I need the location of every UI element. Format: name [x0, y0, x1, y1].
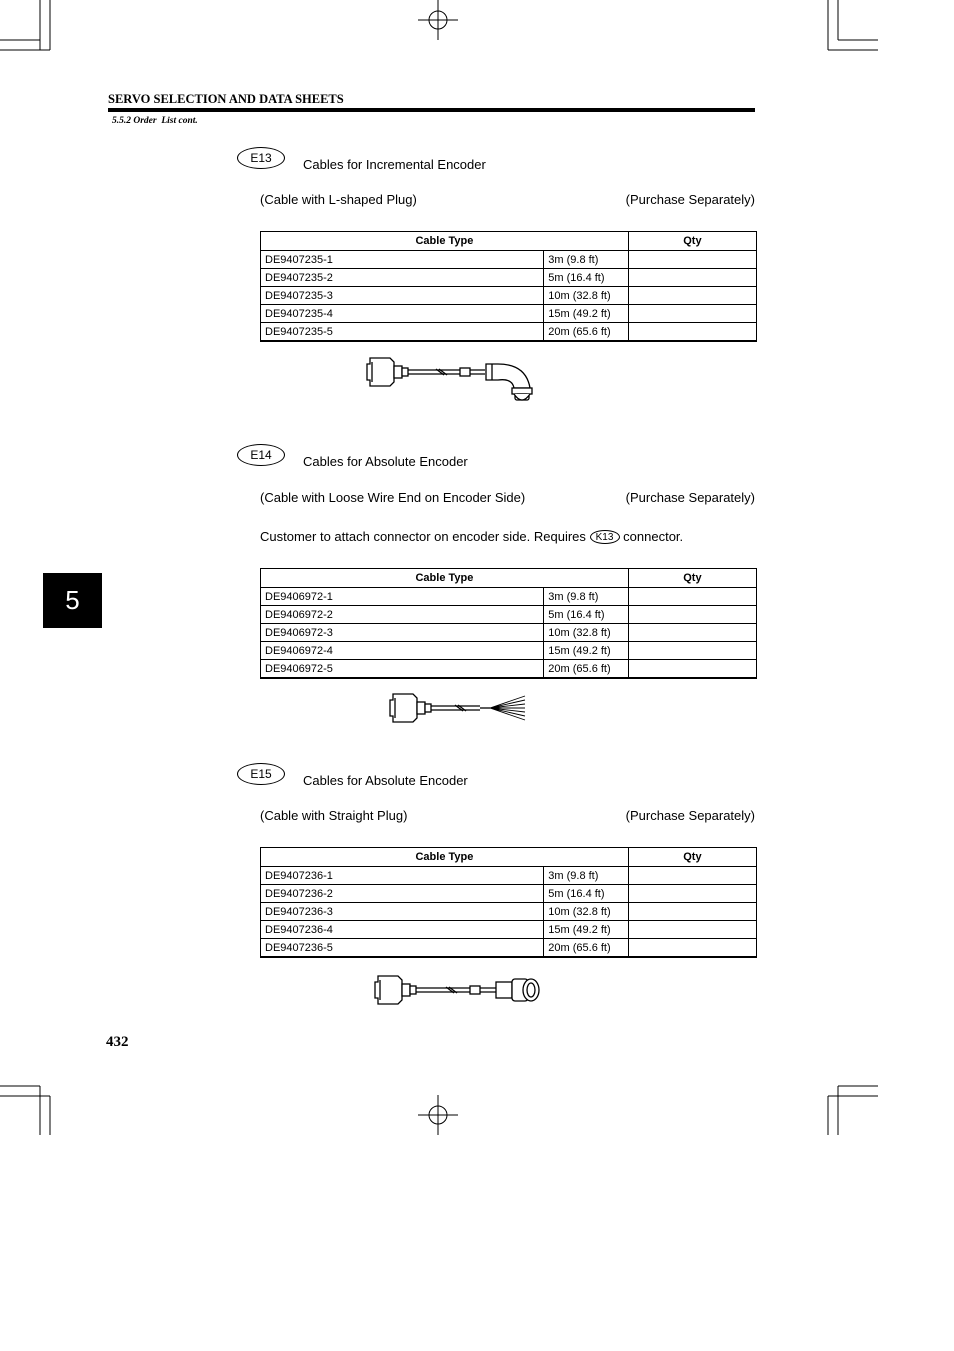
qty-cell: [628, 251, 756, 269]
part-number: DE9406972-3: [261, 624, 544, 642]
qty-cell: [628, 903, 756, 921]
header-cable-type: Cable Type: [261, 569, 629, 588]
section-title-e15: Cables for Absolute Encoder: [303, 773, 468, 788]
cable-length: 3m (9.8 ft): [544, 588, 629, 606]
qty-cell: [628, 885, 756, 903]
badge-e13: E13: [237, 147, 285, 169]
running-header: SERVO SELECTION AND DATA SHEETS: [108, 92, 344, 106]
table-row: [261, 305, 757, 323]
cable-length: 15m (49.2 ft): [544, 642, 629, 660]
cable-length: 15m (49.2 ft): [544, 305, 629, 323]
cable-length: 15m (49.2 ft): [544, 921, 629, 939]
table-header-row: [261, 848, 757, 867]
header-cable-type: Cable Type: [261, 848, 629, 867]
table-row: [261, 588, 757, 606]
header-qty: Qty: [628, 569, 756, 588]
qty-cell: [628, 305, 756, 323]
cable-table-e14: [260, 568, 757, 679]
qty-cell: [628, 642, 756, 660]
qty-cell: [628, 867, 756, 885]
encoder-connector-note: [260, 529, 683, 544]
qty-cell: [628, 287, 756, 305]
table-row: [261, 885, 757, 903]
cable-l-shaped-plug-illustration: [360, 352, 550, 412]
purchase-note-e14: (Purchase Separately): [625, 490, 755, 505]
qty-cell: [628, 624, 756, 642]
part-number: DE9407235-1: [261, 251, 544, 269]
qty-cell: [628, 921, 756, 939]
part-number: DE9407236-4: [261, 921, 544, 939]
qty-cell: [628, 323, 756, 342]
table-row: [261, 642, 757, 660]
cable-length: 5m (16.4 ft): [544, 885, 629, 903]
note-text-end: connector.: [623, 529, 684, 544]
section-subtitle-e14: (Cable with Loose Wire End on Encoder Side): [260, 490, 526, 505]
part-number: DE9406972-2: [261, 606, 544, 624]
badge-e15: E15: [237, 763, 285, 785]
cable-straight-plug-illustration: [368, 970, 548, 1012]
badge-k13: K13: [590, 530, 620, 544]
table-row: [261, 251, 757, 269]
qty-cell: [628, 660, 756, 679]
part-number: DE9406972-4: [261, 642, 544, 660]
table-header-row: [261, 232, 757, 251]
table-row: [261, 606, 757, 624]
chapter-tab: 5: [43, 573, 102, 628]
part-number: DE9407235-2: [261, 269, 544, 287]
table-header-row: [261, 569, 757, 588]
table-row: [261, 939, 757, 958]
subsection-label: 5.5.2 Order List cont.: [112, 116, 198, 126]
cable-length: 20m (65.6 ft): [544, 660, 629, 679]
qty-cell: [628, 269, 756, 287]
part-number: DE9407236-5: [261, 939, 544, 958]
table-row: [261, 287, 757, 305]
part-number: DE9407235-4: [261, 305, 544, 323]
cable-length: 20m (65.6 ft): [544, 939, 629, 958]
header-qty: Qty: [628, 848, 756, 867]
qty-cell: [628, 606, 756, 624]
table-row: [261, 660, 757, 679]
cable-length: 5m (16.4 ft): [544, 269, 629, 287]
qty-cell: [628, 588, 756, 606]
part-number: DE9407235-5: [261, 323, 544, 342]
cable-length: 20m (65.6 ft): [544, 323, 629, 342]
table-row: [261, 867, 757, 885]
section-title-e13: Cables for Incremental Encoder: [303, 157, 486, 172]
header-qty: Qty: [628, 232, 756, 251]
cable-length: 3m (9.8 ft): [544, 251, 629, 269]
cable-length: 10m (32.8 ft): [544, 903, 629, 921]
part-number: DE9406972-5: [261, 660, 544, 679]
table-row: [261, 903, 757, 921]
table-row: [261, 323, 757, 342]
header-rule: [108, 108, 755, 112]
section-title-e14: Cables for Absolute Encoder: [303, 454, 468, 469]
part-number: DE9407235-3: [261, 287, 544, 305]
table-row: [261, 624, 757, 642]
cable-table-e13: [260, 231, 757, 342]
part-number: DE9407236-1: [261, 867, 544, 885]
purchase-note-e15: (Purchase Separately): [625, 808, 755, 823]
cable-length: 3m (9.8 ft): [544, 867, 629, 885]
cable-loose-wire-end-illustration: [385, 690, 530, 730]
qty-cell: [628, 939, 756, 958]
note-text: Customer to attach connector on encoder side. Requires: [260, 529, 586, 544]
page-number: 432: [106, 1034, 129, 1050]
cable-length: 5m (16.4 ft): [544, 606, 629, 624]
badge-e14: E14: [237, 444, 285, 466]
cable-length: 10m (32.8 ft): [544, 287, 629, 305]
cable-table-e15: [260, 847, 757, 958]
table-row: [261, 921, 757, 939]
section-subtitle-e15: (Cable with Straight Plug): [260, 808, 408, 823]
cable-length: 10m (32.8 ft): [544, 624, 629, 642]
part-number: DE9406972-1: [261, 588, 544, 606]
table-row: [261, 269, 757, 287]
section-subtitle-e13: (Cable with L-shaped Plug): [260, 192, 417, 207]
header-cable-type: Cable Type: [261, 232, 629, 251]
part-number: DE9407236-3: [261, 903, 544, 921]
purchase-note-e13: (Purchase Separately): [625, 192, 755, 207]
part-number: DE9407236-2: [261, 885, 544, 903]
